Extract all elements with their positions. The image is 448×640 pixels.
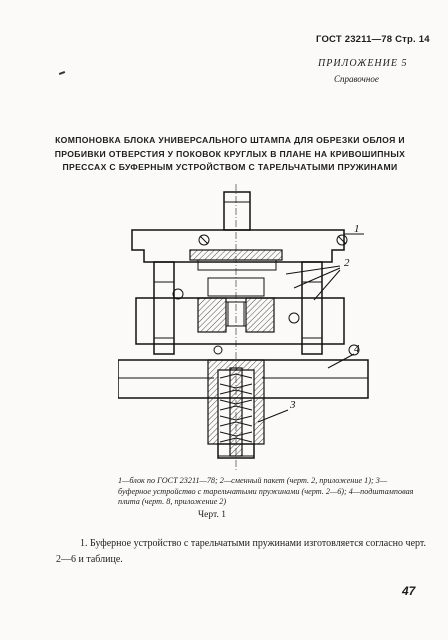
reference-label: Справочное — [334, 74, 379, 84]
guide-pillar-left — [154, 262, 174, 354]
die-left — [198, 298, 226, 332]
body-paragraph: 1. Буферное устройство с тарельчатыми пружинами изготовляется согласно черт. 2—6 и таблице. — [56, 538, 426, 565]
callout-2: 2 — [344, 257, 350, 269]
callout-1: 1 — [354, 223, 360, 235]
standard-page-header: ГОСТ 23211—78 Стр. 14 — [316, 34, 430, 45]
figure-label: Черт. 1 — [198, 510, 226, 520]
upper-packet — [190, 250, 282, 260]
page-number: 47 — [402, 584, 416, 598]
appendix-label: ПРИЛОЖЕНИЕ 5 — [318, 58, 408, 69]
stray-mark — [59, 71, 65, 75]
figure-caption: 1—блок по ГОСТ 23211—78; 2—сменный пакет (черт. 2, приложение 1); 3—буферное устройство с тарельчатыми пружинами (черт. 2—6); 4—подштамповая плита (черт. 8, приложение 2) — [118, 476, 414, 506]
guide-pillar-right — [302, 262, 322, 354]
callout-4: 4 — [354, 343, 360, 355]
die-right — [246, 298, 274, 332]
shank — [224, 192, 250, 230]
drawing-title: КОМПОНОВКА БЛОКА УНИВЕРСАЛЬНОГО ШТАМПА ДЛЯ ОБРЕЗКИ ОБЛОЯ И ПРОБИВКИ ОТВЕРСТИЯ У ПОКОВОК КРУГЛЫХ В ПЛАНЕ НА КРИВОШИПНЫХ ПРЕССАХ С БУФЕРНЫМ УСТРОЙСТВОМ С ТАРЕЛЬЧАТЫМИ ПРУЖИНАМИ — [54, 135, 406, 172]
callout-3: 3 — [290, 399, 296, 411]
buffer-rod — [230, 368, 242, 456]
technical-drawing — [118, 182, 378, 472]
lower-die-plate — [136, 298, 344, 344]
